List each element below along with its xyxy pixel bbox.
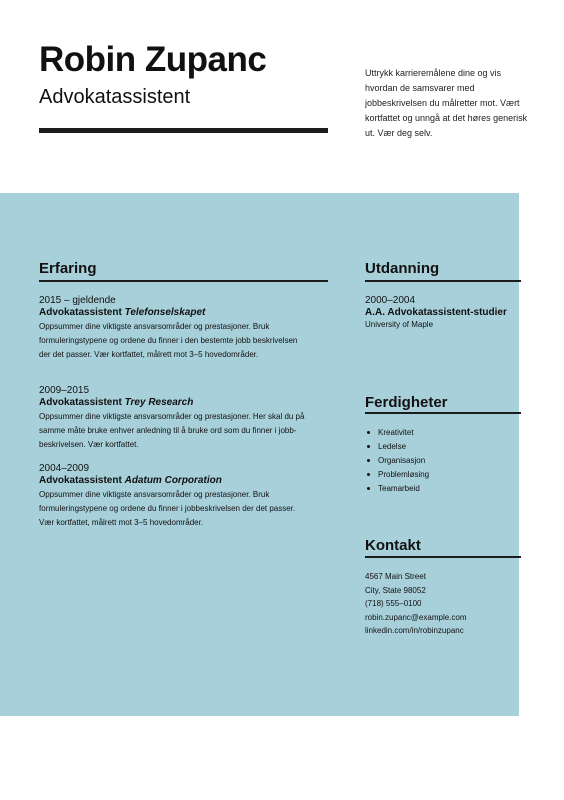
job-dates: 2015 – gjeldende: [39, 295, 116, 306]
job-title: [39, 475, 309, 487]
contact-city: City, State 98052: [365, 585, 426, 595]
job-entry: [39, 385, 309, 452]
job-dates: 2009–2015: [39, 385, 90, 396]
objective-text: Uttrykk karrieremålene dine og vis hvordan de samsvarer med jobbeskrivelsen du målretter mot. Vært kortfattet og unngå at det høres generisk ut. Vær deg selv.: [365, 68, 528, 138]
job-description: Oppsummer dine viktigste ansvarsområder og prestasjoner. Bruk formuleringstypene og ordene du finner i den bestemte jobb beskrivelsen der det passer. Vær kortfattet, målrett mot 3–5 hovedområder.: [39, 322, 298, 359]
job-company: Telefonselskapet: [124, 307, 206, 318]
education-dates: 2000–2004: [365, 295, 416, 306]
skills-divider: [365, 412, 521, 414]
experience-divider: [39, 280, 328, 282]
contact-divider: [365, 556, 521, 558]
job-role: Advokatassistent: [39, 307, 122, 318]
job-entry: [39, 463, 309, 530]
contact-street: 4567 Main Street: [365, 572, 426, 581]
job-role: Advokatassistent: [39, 475, 122, 486]
job-company: Adatum Corporation: [124, 475, 222, 486]
header-divider: [39, 128, 328, 133]
education-school: University of Maple: [365, 320, 434, 329]
skills-list: [365, 426, 429, 496]
education-degree: A.A. Advokatassistent-studier: [365, 307, 507, 318]
job-title: [39, 397, 309, 409]
skill-item: Teamarbeid: [365, 482, 429, 496]
skills-title: Ferdigheter: [365, 394, 448, 411]
job-dates: 2004–2009: [39, 463, 90, 474]
skill-item: Kreativitet: [365, 426, 429, 440]
contact-phone: (718) 555–0100: [365, 599, 422, 608]
contact-title: Kontakt: [365, 537, 421, 554]
skill-item: Ledelse: [365, 440, 429, 454]
education-divider: [365, 280, 521, 282]
resume-role: Advokatassistent: [39, 86, 191, 108]
job-description: Oppsummer dine viktigste ansvarsområder og prestasjoner. Bruk formuleringstypene og ordene du finner i jobbeskrivelsen der det passer. Vær kortfattet, målrett mot 3–5 hovedområder.: [39, 490, 296, 527]
education-title: Utdanning: [365, 260, 440, 277]
skill-item: Organisasjon: [365, 454, 429, 468]
job-entry: [39, 295, 309, 362]
education-entry: [365, 295, 525, 331]
experience-title: Erfaring: [39, 260, 97, 277]
contact-linkedin[interactable]: linkedin.com/in/robinzupanc: [365, 626, 464, 635]
job-description: Oppsummer dine viktigste ansvarsområder og prestasjoner. Her skal du på samme måte bruke enhver anledning til å bruke ord som du finner i jobb-beskrivelsen. Vær kortfattet.: [39, 412, 305, 449]
contact-block: [365, 570, 525, 638]
skill-item: Problemløsing: [365, 468, 429, 482]
job-company: Trey Research: [124, 397, 194, 408]
job-title: [39, 307, 309, 319]
resume-name: Robin Zupanc: [39, 40, 267, 79]
contact-email[interactable]: robin.zupanc@example.com: [365, 612, 467, 622]
job-role: Advokatassistent: [39, 397, 122, 408]
